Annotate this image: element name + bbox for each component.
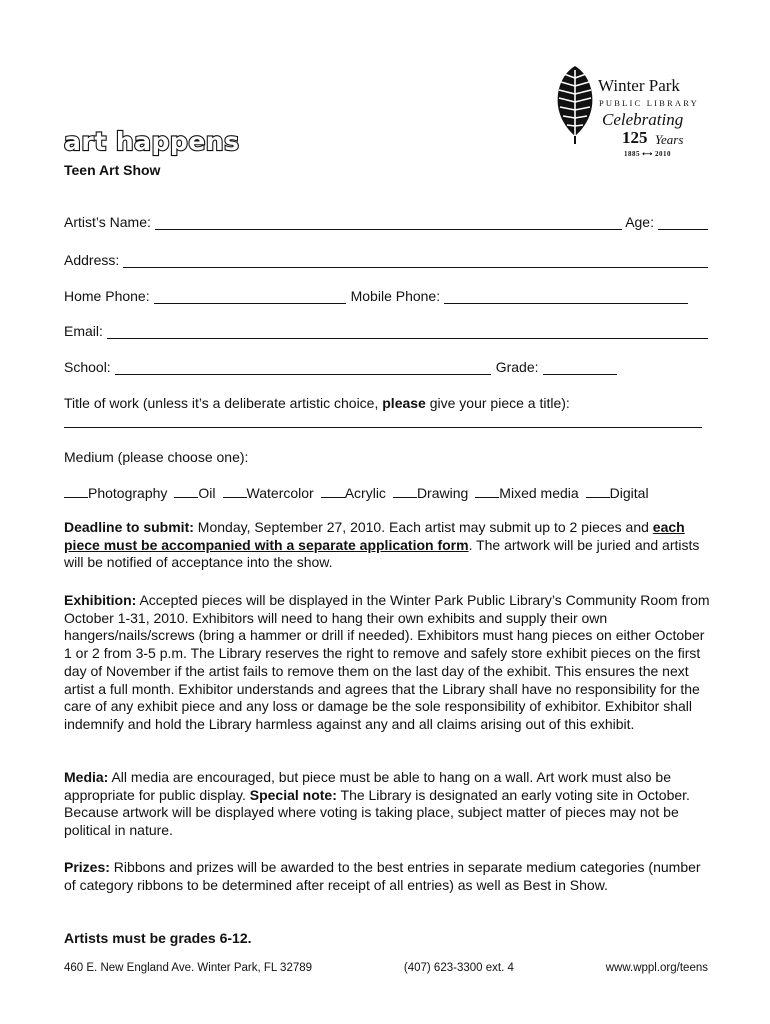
- address-field[interactable]: [123, 254, 708, 268]
- title-prompt: [64, 395, 570, 411]
- medium-prompt: Medium (please choose one):: [64, 449, 249, 465]
- deadline-label: Deadline to submit:: [64, 519, 194, 535]
- years-number: 125: [622, 128, 648, 147]
- art-happens-headline: [62, 126, 262, 158]
- exhibition-text: Accepted pieces will be displayed in the Winter Park Public Library’s Community Room from October 1-31, 2010. Exhibitors will need to hang their own exhibits and supply their own hangers/nails/screws (bring a hammer or drill if needed). Exhibitors must hang pieces on either October 1 or 2 from 3-5 p.m. The Library reserves the right to remove and safely store exhibit pieces on the first day of November if the artist fails to remove them on the last day of the exhibit. This ensures the next artist a full month. Exhibitor understands and agrees that the Library shall have no responsibility for the care of any exhibit piece and any loss or damage be the sole responsibility of exhibitor. Exhibitor shall indemnify and hold the Library harmless against any and all claims arising out of this exhibit.: [64, 592, 710, 732]
- footer-address: 460 E. New England Ave. Winter Park, FL 32789: [64, 962, 313, 974]
- special-note-label: Special note:: [249, 786, 337, 803]
- title-field[interactable]: [64, 427, 702, 428]
- artist-name-label: Artist’s Name:: [64, 214, 151, 230]
- media-text: All media are encouraged, but piece must be able to hang on a wall. Art work must also be appropriate for public display.: [64, 769, 672, 803]
- exhibition-paragraph: [64, 592, 712, 734]
- medium-options: [64, 484, 649, 501]
- school-field[interactable]: [115, 361, 491, 375]
- prizes-label: Prizes:: [64, 859, 110, 875]
- medium-option-drawing[interactable]: Drawing: [393, 484, 468, 501]
- phone-row: [64, 288, 708, 304]
- home-phone-label: Home Phone:: [64, 288, 150, 304]
- library-logo: [552, 64, 712, 164]
- age-label: Age:: [625, 214, 654, 230]
- media-label: Media:: [64, 769, 109, 785]
- school-row: [64, 359, 708, 375]
- grades-requirement: Artists must be grades 6-12.: [64, 930, 252, 946]
- grade-label: Grade:: [495, 359, 539, 375]
- email-field[interactable]: [107, 325, 708, 339]
- deadline-text-end: . The artwork will be juried and artists will be notified of acceptance into the show.: [64, 536, 700, 571]
- leaf-icon: [552, 64, 598, 144]
- library-subtitle: PUBLIC LIBRARY: [599, 98, 699, 108]
- medium-option-mixed-media[interactable]: Mixed media: [475, 484, 578, 501]
- mobile-phone-field[interactable]: [444, 290, 688, 304]
- deadline-text: Monday, September 27, 2010. Each artist may submit up to 2 pieces and: [193, 519, 653, 535]
- medium-option-watercolor[interactable]: Watercolor: [223, 484, 314, 501]
- medium-option-digital[interactable]: Digital: [586, 484, 649, 501]
- age-field[interactable]: [658, 216, 708, 230]
- footer-website[interactable]: www.wppl.org/teens: [605, 962, 708, 974]
- deadline-paragraph: [64, 519, 712, 572]
- address-row: [64, 252, 708, 268]
- address-label: Address:: [64, 252, 120, 268]
- headline-text: art happens: [64, 127, 240, 156]
- footer: [64, 962, 708, 974]
- title-prompt-text: Title of work (unless it’s a deliberate artistic choice,: [64, 395, 383, 411]
- medium-option-acrylic[interactable]: Acrylic: [321, 484, 386, 501]
- title-prompt-emphasis: please: [382, 395, 426, 411]
- footer-phone: (407) 623-3300 ext. 4: [403, 962, 514, 974]
- medium-option-photography[interactable]: Photography: [64, 484, 167, 501]
- home-phone-field[interactable]: [154, 290, 346, 304]
- grade-field[interactable]: [543, 361, 617, 375]
- artist-name-field[interactable]: [155, 216, 622, 230]
- deadline-requirement: each piece must be accompanied with a separate application form: [64, 519, 685, 553]
- media-text-end: The Library is designated an early voting site in October. Because artwork will be displayed where voting is taking place, subject matter of pieces may not be political in nature.: [64, 786, 690, 839]
- exhibition-label: Exhibition:: [64, 592, 137, 608]
- email-label: Email:: [64, 323, 103, 339]
- celebrating-text: Celebrating: [602, 110, 684, 129]
- school-label: School:: [64, 359, 111, 375]
- mobile-phone-label: Mobile Phone:: [350, 288, 441, 304]
- media-paragraph: [64, 769, 712, 840]
- prizes-text: Ribbons and prizes will be awarded to the best entries in separate medium categories (number of category ribbons to be determined after receipt of all entries) as well as Best in Show.: [64, 859, 701, 893]
- years-range: 1885 ⟷ 2010: [624, 150, 672, 158]
- email-row: [64, 323, 708, 339]
- years-word: Years: [655, 132, 684, 147]
- library-name: Winter Park: [598, 76, 680, 95]
- title-prompt-text-end: give your piece a title):: [425, 395, 570, 411]
- page-title: Teen Art Show: [64, 162, 161, 178]
- medium-option-oil[interactable]: Oil: [174, 484, 215, 501]
- prizes-paragraph: [64, 859, 712, 894]
- artist-name-row: [64, 214, 708, 230]
